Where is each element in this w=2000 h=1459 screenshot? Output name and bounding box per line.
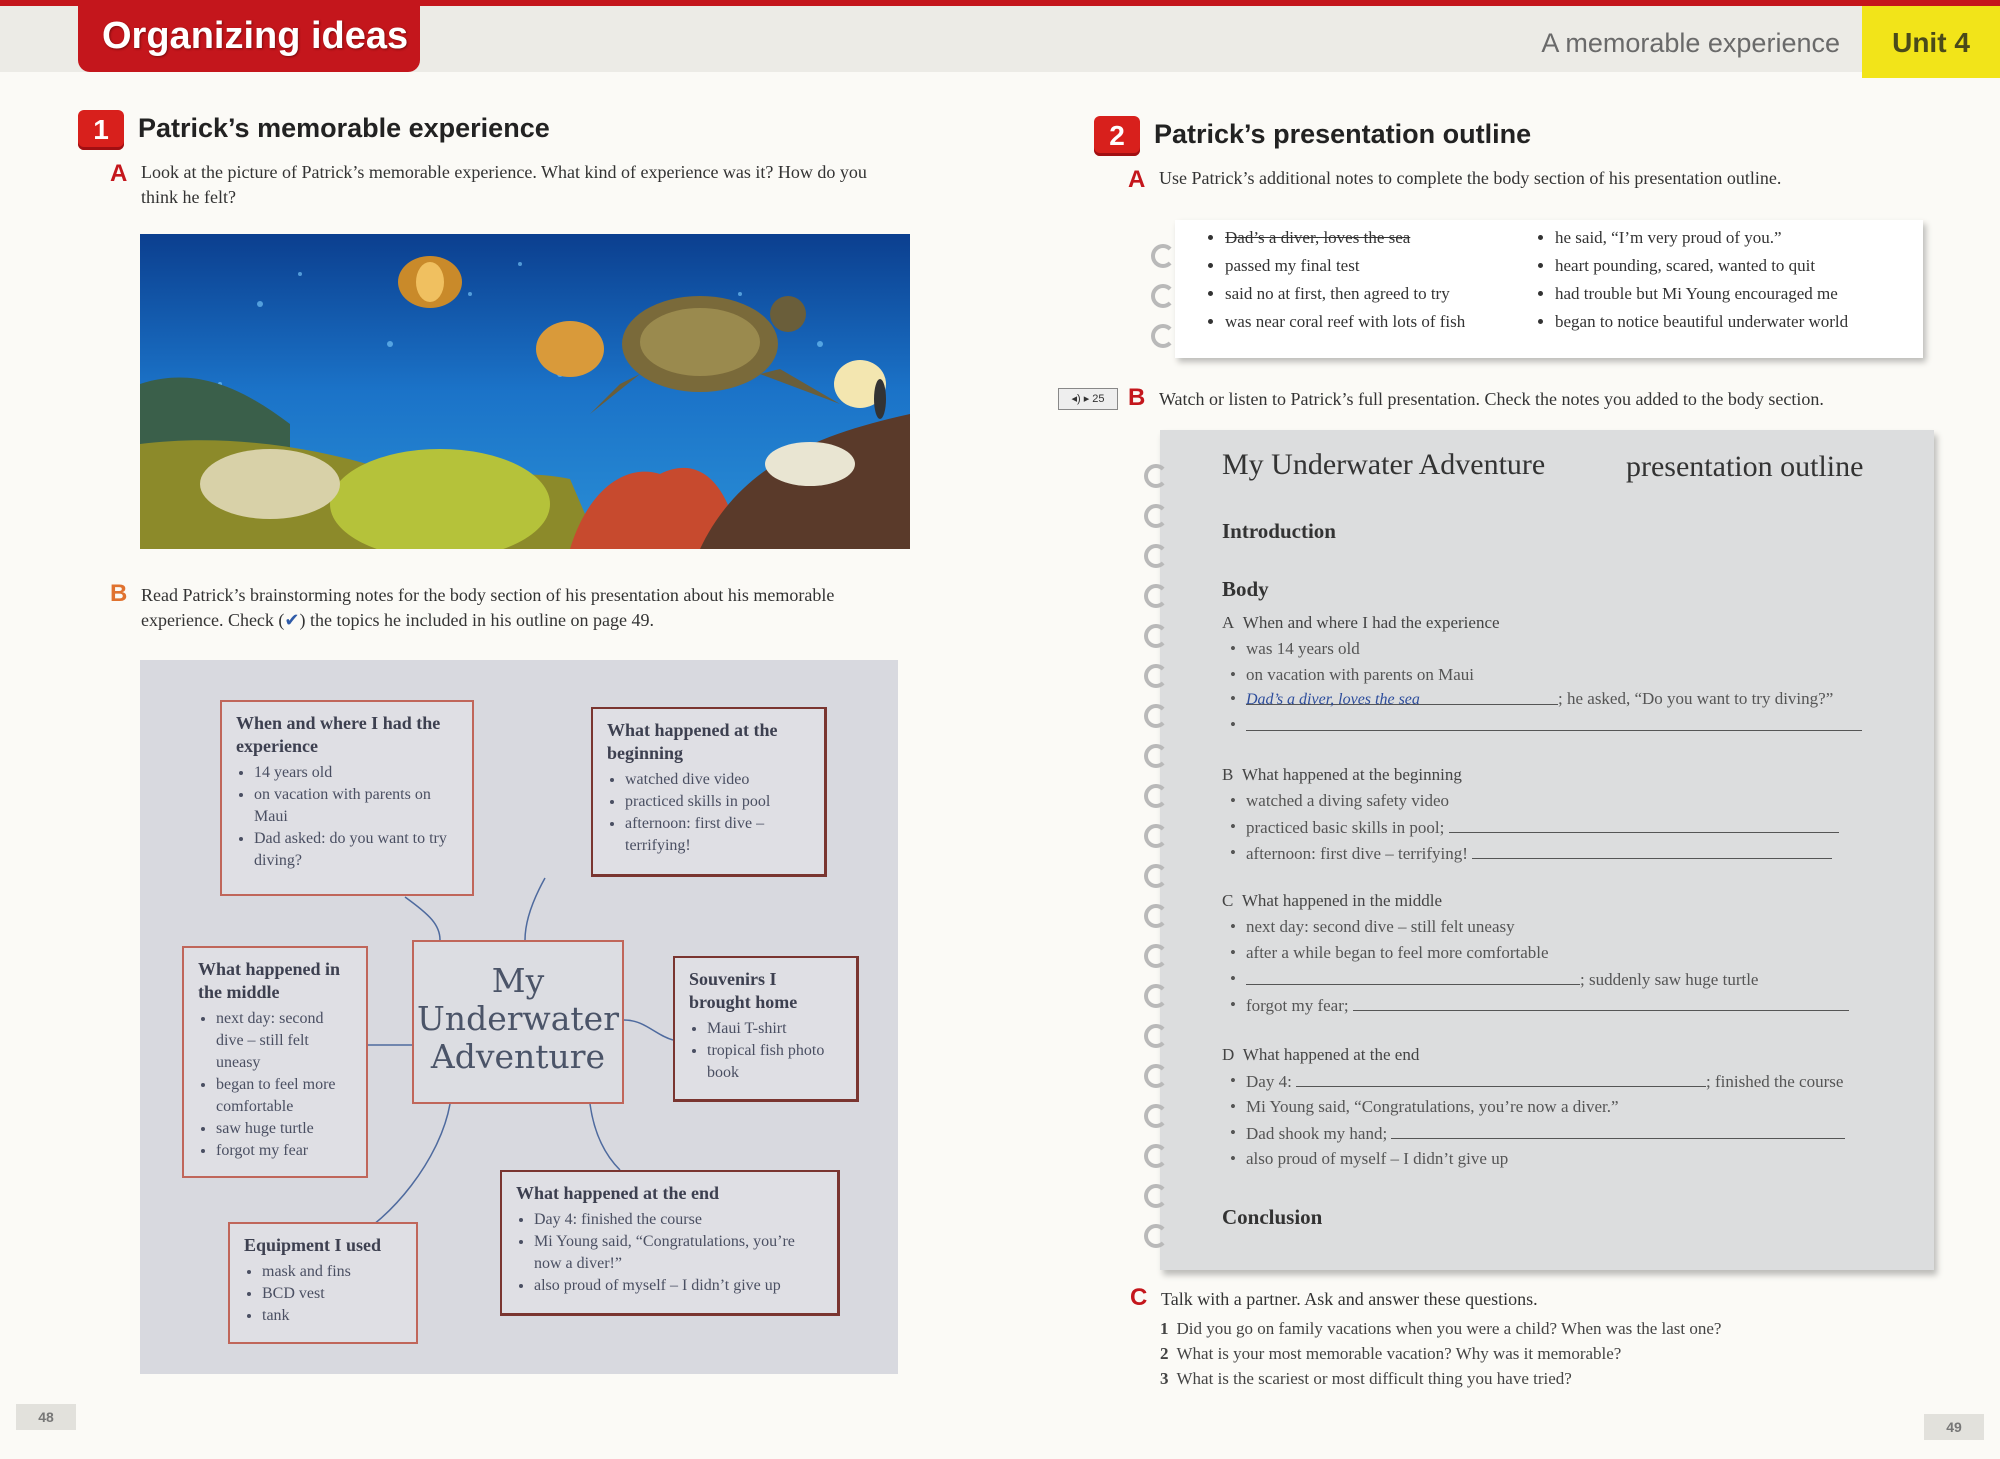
outline-item-fill[interactable]: • practiced basic skills in pool; — [1246, 814, 1839, 841]
notes-left-list — [1205, 224, 1465, 336]
node-beginning: What happened at the beginning • watched dive video • practiced skills in pool • afternoon: first dive – terrifying! — [591, 707, 827, 877]
outline-item: • watched a diving safety video — [1246, 788, 1449, 814]
outline-section-a: A When and where I had the experience — [1222, 613, 1500, 632]
outline-item: • after a while began to feel more comfortable — [1246, 940, 1549, 966]
ring-binding-icon — [1144, 944, 1168, 968]
mind-map-center: My Underwater Adventure — [412, 940, 624, 1104]
task-2a-instruction: Use Patrick’s additional notes to complete the body section of his presentation outline. — [1159, 168, 1782, 188]
question-item: 2 What is your most memorable vacation? Why was it memorable? — [1160, 1344, 1622, 1363]
outline-item: • Mi Young said, “Congratulations, you’re now a diver.” — [1246, 1094, 1619, 1120]
ring-binding-icon — [1144, 704, 1168, 728]
outline-section-c: C What happened in the middle — [1222, 891, 1443, 910]
ring-binding-icon — [1144, 1064, 1168, 1088]
underwater-illustration — [140, 234, 910, 549]
outline-blank-line[interactable] — [1246, 712, 1862, 739]
notes-right-list — [1535, 224, 1848, 336]
ring-binding-icon — [1144, 1224, 1168, 1248]
task-2c-instruction: Talk with a partner. Ask and answer these questions. — [1161, 1289, 1538, 1309]
outline-item-fill[interactable]: • forgot my fear; — [1246, 992, 1849, 1019]
node-middle: What happened in the middle • next day: second dive – still felt uneasy • began to feel more comfortable • saw huge turtle • forgot my fear — [182, 946, 368, 1178]
node-end: What happened at the end • Day 4: finished the course • Mi Young said, “Congratulations, you’re now a diver!” • also proud of myself – I didn’t give up — [500, 1170, 840, 1316]
section-1-heading — [78, 110, 550, 150]
note-item: • passed my final test — [1225, 252, 1465, 280]
page-number-right: 49 — [1924, 1414, 1984, 1440]
note-item: • said no at first, then agreed to try — [1225, 280, 1465, 308]
page-number-left: 48 — [16, 1404, 76, 1430]
outline-conclusion: Conclusion — [1222, 1205, 1323, 1229]
question-item: 3 What is the scariest or most difficult thing you have tried? — [1160, 1369, 1572, 1388]
ring-binding-icon — [1144, 784, 1168, 808]
ring-binding-icon — [1144, 544, 1168, 568]
section-1-number: 1 — [78, 110, 124, 150]
outline-item-fill[interactable]: • Dad’s a diver, loves the sea ; he asked, “Do you want to try diving?” — [1246, 686, 1833, 712]
outline-title: My Underwater Adventure — [1222, 448, 1546, 481]
ring-binding-icon — [1144, 864, 1168, 888]
outline-body: Body — [1222, 577, 1269, 601]
note-item: • had trouble but Mi Young encouraged me — [1555, 280, 1848, 308]
section-2-title: Patrick’s presentation outline — [1154, 119, 1532, 150]
section-tab: Organizing ideas — [78, 6, 420, 72]
outline-item: • next day: second dive – still felt uneasy — [1246, 914, 1515, 940]
handwritten-answer: Dad’s a diver, loves the sea — [1246, 691, 1420, 708]
task-2b-letter: B — [1128, 384, 1146, 411]
unit-tab: Unit 4 — [1862, 6, 2000, 78]
ring-binding-icon — [1144, 744, 1168, 768]
brainstorm-mind-map — [140, 660, 898, 1374]
task-1b-instruction: Read Patrick’s brainstorming notes for the body section of his presentation about his memorable experience. Check (✔) the topics he included in his outline on page 49. — [141, 585, 835, 630]
section-2-heading — [1094, 116, 1531, 156]
note-item: • began to notice beautiful underwater world — [1555, 308, 1848, 336]
ring-binding-icon — [1144, 1024, 1168, 1048]
note-item: • heart pounding, scared, wanted to quit — [1555, 252, 1848, 280]
ring-binding-icon — [1151, 244, 1175, 268]
outline-section-d: D What happened at the end — [1222, 1045, 1420, 1064]
outline-item: • was 14 years old — [1246, 636, 1360, 662]
ring-binding-icon — [1144, 624, 1168, 648]
task-1a-letter: A — [110, 160, 128, 187]
outline-item-fill[interactable]: • afternoon: first dive – terrifying! — [1246, 840, 1832, 867]
audio-track-icon[interactable]: ◂) ▸ 25 — [1058, 388, 1118, 410]
additional-notes-card — [1175, 220, 1923, 358]
running-head: A memorable experience — [1541, 28, 1840, 58]
outline-item-fill[interactable]: • Dad shook my hand; — [1246, 1120, 1845, 1147]
coral-reef-photo — [140, 234, 910, 549]
ring-binding-icon — [1144, 584, 1168, 608]
task-1b-letter: B — [110, 580, 128, 607]
ring-binding-icon — [1144, 664, 1168, 688]
outline-section-b: B What happened at the beginning — [1222, 765, 1462, 784]
section-1-title: Patrick’s memorable experience — [138, 113, 550, 144]
checkmark-icon: ✔ — [284, 610, 300, 630]
ring-binding-icon — [1144, 1144, 1168, 1168]
ring-binding-icon — [1144, 824, 1168, 848]
top-bar — [0, 0, 2000, 72]
ring-binding-icon — [1151, 284, 1175, 308]
task-2a-letter: A — [1128, 166, 1146, 193]
ring-binding-icon — [1144, 984, 1168, 1008]
task-2c-letter: C — [1130, 1284, 1148, 1311]
question-item: 1 Did you go on family vacations when you were a child? When was the last one? — [1160, 1319, 1722, 1338]
outline-item: • also proud of myself – I didn’t give up — [1246, 1146, 1508, 1172]
node-equipment: Equipment I used • mask and fins • BCD vest • tank — [228, 1222, 418, 1344]
task-2b-instruction: Watch or listen to Patrick’s full presentation. Check the notes you added to the body section. — [1159, 389, 1824, 409]
note-item: • Dad’s a diver, loves the sea — [1225, 224, 1465, 252]
ring-binding-icon — [1144, 504, 1168, 528]
outline-introduction: Introduction — [1222, 519, 1336, 543]
ring-binding-icon — [1151, 324, 1175, 348]
outline-item: • on vacation with parents on Maui — [1246, 662, 1474, 688]
outline-subtitle: presentation outline — [1626, 450, 1864, 483]
ring-binding-icon — [1144, 464, 1168, 488]
ring-binding-icon — [1144, 1184, 1168, 1208]
presentation-outline-card — [1160, 430, 1934, 1270]
ring-binding-icon — [1144, 1104, 1168, 1128]
note-item: • was near coral reef with lots of fish — [1225, 308, 1465, 336]
outline-item-fill[interactable]: • Day 4: ; finished the course — [1246, 1068, 1843, 1095]
node-souvenirs: Souvenirs I brought home • Maui T-shirt • tropical fish photo book — [673, 956, 859, 1102]
ring-binding-icon — [1144, 904, 1168, 928]
section-2-number: 2 — [1094, 116, 1140, 156]
outline-item-fill[interactable]: • ; suddenly saw huge turtle — [1246, 966, 1758, 993]
note-item: • he said, “I’m very proud of you.” — [1555, 224, 1848, 252]
task-1a-instruction: Look at the picture of Patrick’s memorable experience. What kind of experience was it? How do you think he felt? — [141, 162, 867, 207]
discussion-questions — [1160, 1316, 1721, 1391]
node-when-where: When and where I had the experience • 14 years old • on vacation with parents on Maui • Dad asked: do you want to try diving? — [220, 700, 474, 896]
